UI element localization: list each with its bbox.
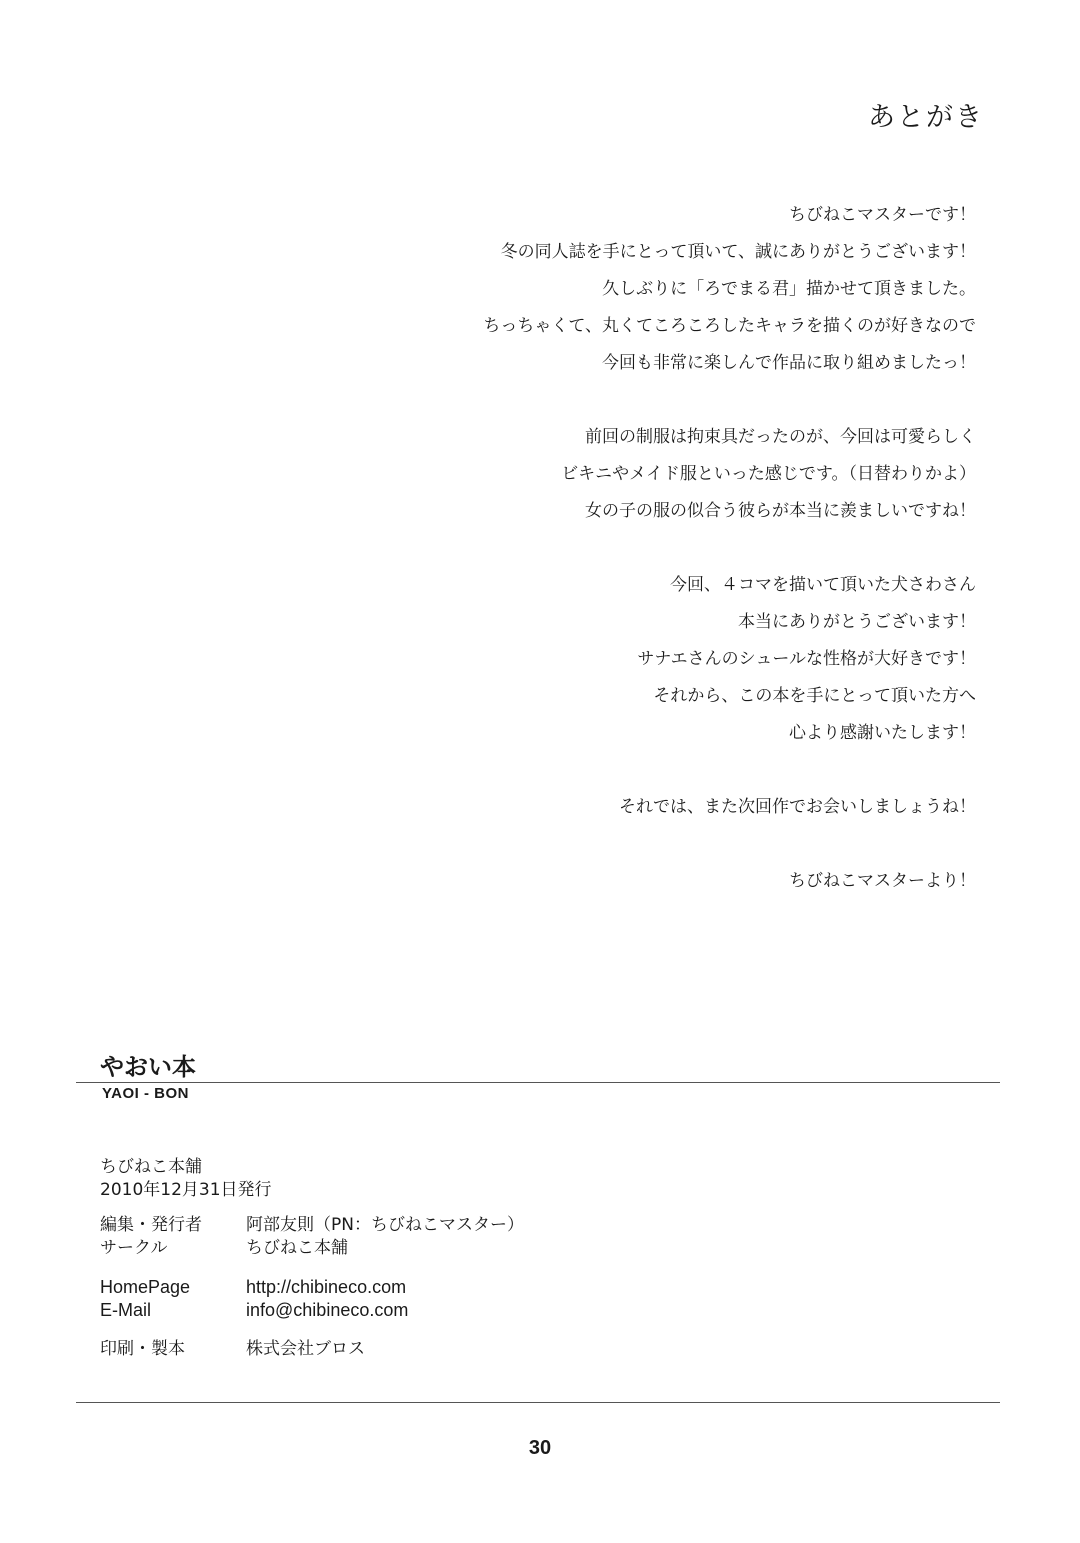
printer-row	[100, 1338, 1000, 1361]
book-title: やおい本	[100, 1053, 196, 1081]
afterword-line: 心より感謝いたします！	[789, 723, 976, 743]
title-divider	[76, 1082, 1000, 1083]
afterword-line: ビキニやメイド服といった感じです。（日替わりかよ）	[561, 464, 976, 484]
printer-label: 印刷・製本	[100, 1339, 185, 1359]
afterword-line: 今回、４コマを描いて頂いた犬さわさん	[670, 575, 976, 595]
afterword-line: それから、この本を手にとって頂いた方へ	[653, 686, 976, 706]
book-subtitle: YAOI - BON	[102, 1085, 189, 1102]
afterword-line: 冬の同人誌を手にとって頂いて、誠にありがとうございます！	[500, 242, 976, 262]
homepage-label: HomePage	[100, 1277, 191, 1297]
afterword-title: あとがき	[868, 102, 984, 133]
afterword-body	[483, 197, 976, 900]
afterword-line: 前回の制服は拘束具だったのが、今回は可愛らしく	[585, 427, 976, 447]
page-number: 30	[528, 1437, 552, 1459]
circle-value: ちびねこ本舗	[246, 1238, 348, 1258]
editor-row	[100, 1214, 1000, 1237]
paragraph-gap	[483, 382, 976, 419]
contact-block	[100, 1276, 1000, 1322]
colophon	[76, 1052, 1000, 1361]
afterword-line: ちびねこマスターです！	[789, 205, 976, 225]
afterword-line: ちっちゃくて、丸くてころころしたキャラを描くのが好きなので	[483, 316, 976, 336]
email-link[interactable]: info@chibineco.com	[246, 1300, 409, 1320]
homepage-row	[100, 1276, 1000, 1299]
editor-value: 阿部友則（PN：ちびねこマスター）	[246, 1215, 524, 1235]
credits-block	[100, 1214, 1000, 1260]
printer-block	[100, 1338, 1000, 1361]
afterword-line: ちびねこマスターより！	[789, 871, 976, 891]
circle-row	[100, 1237, 1000, 1260]
email-row	[100, 1299, 1000, 1322]
afterword-line: 本当にありがとうございます！	[738, 612, 976, 632]
homepage-link[interactable]: http://chibineco.com	[246, 1277, 407, 1297]
afterword-line: サナエさんのシュールな性格が大好きです！	[637, 649, 976, 669]
issue-date: 2010年12月31日発行	[100, 1180, 272, 1200]
afterword-line: 久しぶりに「ろでまる君」描かせて頂きました。	[602, 279, 976, 299]
paragraph-gap	[483, 826, 976, 863]
publisher-block	[100, 1156, 1000, 1202]
editor-label: 編集・発行者	[100, 1215, 202, 1235]
publisher-name: ちびねこ本舗	[100, 1157, 202, 1177]
bottom-divider	[76, 1402, 1000, 1403]
printer-value: 株式会社ブロス	[246, 1339, 365, 1359]
paragraph-gap	[483, 530, 976, 567]
afterword-line: 今回も非常に楽しんで作品に取り組めましたっ！	[602, 353, 976, 373]
circle-label: サークル	[100, 1238, 168, 1258]
afterword-line: 女の子の服の似合う彼らが本当に羨ましいですね！	[585, 501, 976, 521]
paragraph-gap	[483, 752, 976, 789]
afterword-line: それでは、また次回作でお会いしましょうね！	[619, 797, 976, 817]
email-label: E-Mail	[100, 1300, 152, 1320]
